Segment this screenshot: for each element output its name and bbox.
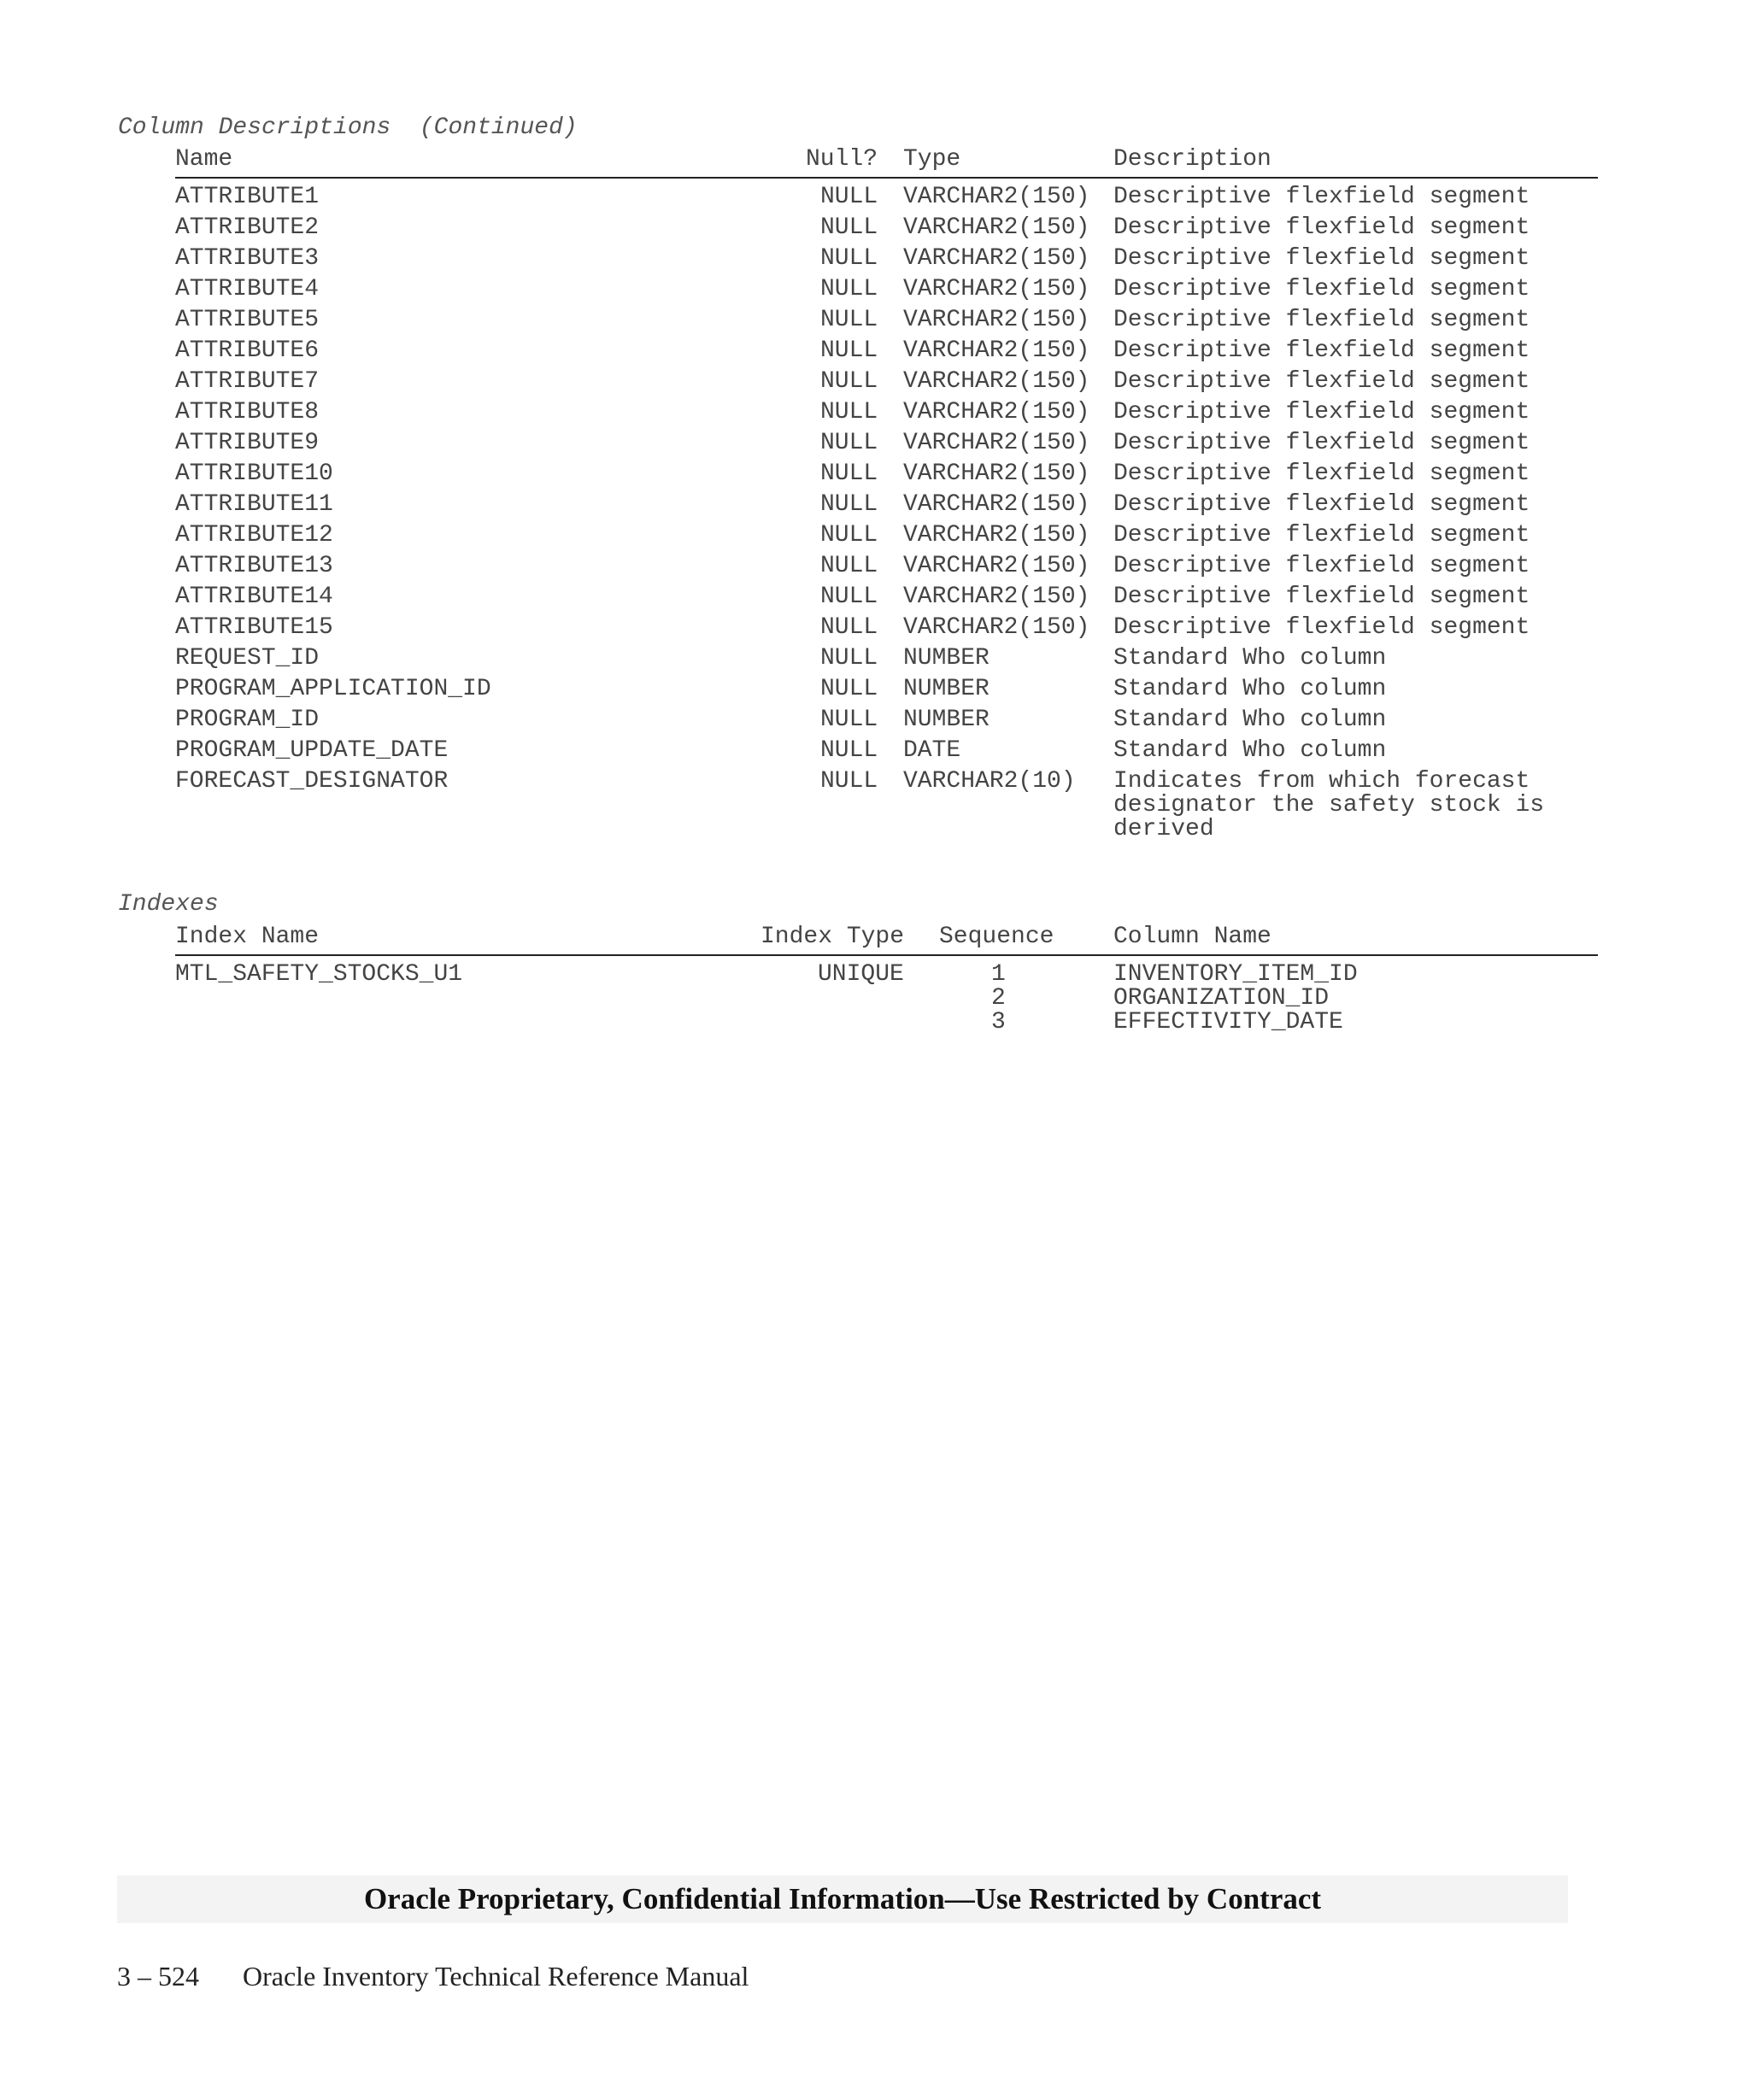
header-name: Name bbox=[175, 146, 233, 173]
footer-manual-title: Oracle Inventory Technical Reference Manual bbox=[243, 1961, 749, 1991]
type-cell: VARCHAR2(150) bbox=[903, 553, 1090, 579]
description-cell: Descriptive flexfield segment bbox=[1113, 276, 1530, 302]
type-cell: NUMBER bbox=[903, 676, 990, 702]
type-cell: VARCHAR2(150) bbox=[903, 184, 1090, 210]
table-row bbox=[0, 278, 1750, 308]
header-null: Null? bbox=[806, 146, 878, 173]
table-row bbox=[0, 339, 1750, 370]
column-name-cell: ATTRIBUTE1 bbox=[175, 184, 320, 210]
table-row bbox=[0, 524, 1750, 554]
columns-table-header bbox=[175, 146, 1598, 179]
description-cell: Descriptive flexfield segment bbox=[1113, 245, 1530, 272]
null-cell: NULL bbox=[820, 522, 878, 548]
column-name-cell: ATTRIBUTE15 bbox=[175, 614, 333, 641]
column-name-cell: ATTRIBUTE12 bbox=[175, 522, 333, 548]
indexes-title: Indexes bbox=[118, 891, 219, 918]
header-column-name: Column Name bbox=[1113, 924, 1271, 950]
index-type: UNIQUE bbox=[818, 961, 904, 988]
null-cell: NULL bbox=[820, 307, 878, 333]
description-cell: Descriptive flexfield segment bbox=[1113, 491, 1530, 518]
table-row bbox=[0, 708, 1750, 739]
column-name-cell: ATTRIBUTE6 bbox=[175, 337, 320, 364]
type-cell: VARCHAR2(150) bbox=[903, 460, 1090, 487]
type-cell: VARCHAR2(150) bbox=[903, 368, 1090, 395]
null-cell: NULL bbox=[820, 737, 878, 764]
table-row bbox=[0, 370, 1750, 401]
description-cell: Descriptive flexfield segment bbox=[1113, 553, 1530, 579]
description-cell: Descriptive flexfield segment bbox=[1113, 399, 1530, 425]
table-row bbox=[0, 493, 1750, 524]
column-name-cell: ATTRIBUTE14 bbox=[175, 584, 333, 610]
column-name-cell: ATTRIBUTE3 bbox=[175, 245, 320, 272]
table-row bbox=[0, 678, 1750, 708]
null-cell: NULL bbox=[820, 645, 878, 672]
index-column-name: EFFECTIVITY_DATE bbox=[1113, 1009, 1343, 1035]
table-row bbox=[0, 462, 1750, 493]
description-cell: Descriptive flexfield segment bbox=[1113, 584, 1530, 610]
null-cell: NULL bbox=[820, 676, 878, 702]
description-cell: Descriptive flexfield segment bbox=[1113, 184, 1530, 210]
columns-table-body bbox=[0, 185, 1750, 848]
null-cell: NULL bbox=[820, 184, 878, 210]
null-cell: NULL bbox=[820, 214, 878, 241]
column-name-cell: ATTRIBUTE10 bbox=[175, 460, 333, 487]
null-cell: NULL bbox=[820, 245, 878, 272]
null-cell: NULL bbox=[820, 337, 878, 364]
table-row bbox=[0, 431, 1750, 462]
type-cell: VARCHAR2(150) bbox=[903, 307, 1090, 333]
type-cell: VARCHAR2(150) bbox=[903, 430, 1090, 456]
header-sequence: Sequence bbox=[939, 924, 1054, 950]
table-row bbox=[0, 247, 1750, 278]
index-sequence: 1 bbox=[991, 961, 1006, 988]
header-description: Description bbox=[1113, 146, 1271, 173]
column-name-cell: ATTRIBUTE5 bbox=[175, 307, 320, 333]
index-sequence: 3 bbox=[991, 1009, 1006, 1035]
column-name-cell: ATTRIBUTE2 bbox=[175, 214, 320, 241]
table-row bbox=[0, 216, 1750, 247]
description-cell: Descriptive flexfield segment bbox=[1113, 614, 1530, 641]
type-cell: VARCHAR2(150) bbox=[903, 614, 1090, 641]
index-name: MTL_SAFETY_STOCKS_U1 bbox=[175, 961, 463, 988]
type-cell: VARCHAR2(150) bbox=[903, 245, 1090, 272]
description-cell: Descriptive flexfield segment bbox=[1113, 337, 1530, 364]
confidentiality-banner: Oracle Proprietary, Confidential Information––Use Restricted by Contract bbox=[117, 1875, 1568, 1923]
table-row bbox=[0, 770, 1750, 848]
column-name-cell: ATTRIBUTE13 bbox=[175, 553, 333, 579]
header-type: Type bbox=[903, 146, 961, 173]
type-cell: VARCHAR2(150) bbox=[903, 491, 1090, 518]
null-cell: NULL bbox=[820, 276, 878, 302]
indexes-table-header bbox=[175, 924, 1598, 956]
description-cell: Indicates from which forecast designator the safety stock is derived bbox=[1113, 768, 1545, 842]
description-cell: Standard Who column bbox=[1113, 707, 1387, 733]
null-cell: NULL bbox=[820, 768, 878, 795]
column-name-cell: ATTRIBUTE8 bbox=[175, 399, 320, 425]
table-row bbox=[0, 585, 1750, 616]
description-cell: Standard Who column bbox=[1113, 645, 1387, 672]
index-column-name: INVENTORY_ITEM_ID bbox=[1113, 961, 1358, 988]
column-name-cell: FORECAST_DESIGNATOR bbox=[175, 768, 449, 795]
null-cell: NULL bbox=[820, 460, 878, 487]
column-descriptions-title: Column Descriptions (Continued) bbox=[118, 114, 578, 141]
column-name-cell: ATTRIBUTE9 bbox=[175, 430, 320, 456]
column-name-cell: ATTRIBUTE4 bbox=[175, 276, 320, 302]
type-cell: VARCHAR2(150) bbox=[903, 276, 1090, 302]
column-name-cell: PROGRAM_UPDATE_DATE bbox=[175, 737, 449, 764]
null-cell: NULL bbox=[820, 584, 878, 610]
table-row bbox=[0, 401, 1750, 431]
header-index-name: Index Name bbox=[175, 924, 320, 950]
table-row bbox=[0, 616, 1750, 647]
column-name-cell: PROGRAM_ID bbox=[175, 707, 320, 733]
description-cell: Descriptive flexfield segment bbox=[1113, 214, 1530, 241]
description-cell: Descriptive flexfield segment bbox=[1113, 522, 1530, 548]
type-cell: VARCHAR2(150) bbox=[903, 399, 1090, 425]
table-row bbox=[0, 185, 1750, 216]
column-name-cell: PROGRAM_APPLICATION_ID bbox=[175, 676, 491, 702]
type-cell: VARCHAR2(150) bbox=[903, 337, 1090, 364]
null-cell: NULL bbox=[820, 399, 878, 425]
null-cell: NULL bbox=[820, 430, 878, 456]
table-row bbox=[0, 647, 1750, 678]
description-cell: Descriptive flexfield segment bbox=[1113, 307, 1530, 333]
type-cell: VARCHAR2(150) bbox=[903, 584, 1090, 610]
null-cell: NULL bbox=[820, 491, 878, 518]
null-cell: NULL bbox=[820, 368, 878, 395]
description-cell: Descriptive flexfield segment bbox=[1113, 368, 1530, 395]
index-column-name: ORGANIZATION_ID bbox=[1113, 985, 1330, 1012]
header-index-type: Index Type bbox=[760, 924, 905, 950]
type-cell: NUMBER bbox=[903, 645, 990, 672]
column-name-cell: ATTRIBUTE7 bbox=[175, 368, 320, 395]
description-cell: Descriptive flexfield segment bbox=[1113, 430, 1530, 456]
type-cell: VARCHAR2(10) bbox=[903, 768, 1076, 795]
footer-page-number: 3 – 524 bbox=[117, 1961, 199, 1991]
null-cell: NULL bbox=[820, 707, 878, 733]
null-cell: NULL bbox=[820, 614, 878, 641]
description-cell: Standard Who column bbox=[1113, 737, 1387, 764]
column-name-cell: ATTRIBUTE11 bbox=[175, 491, 333, 518]
table-row bbox=[0, 554, 1750, 585]
table-row bbox=[0, 308, 1750, 339]
column-name-cell: REQUEST_ID bbox=[175, 645, 320, 672]
index-sequence: 2 bbox=[991, 985, 1006, 1012]
description-cell: Standard Who column bbox=[1113, 676, 1387, 702]
description-cell: Descriptive flexfield segment bbox=[1113, 460, 1530, 487]
type-cell: VARCHAR2(150) bbox=[903, 214, 1090, 241]
type-cell: NUMBER bbox=[903, 707, 990, 733]
null-cell: NULL bbox=[820, 553, 878, 579]
type-cell: DATE bbox=[903, 737, 961, 764]
type-cell: VARCHAR2(150) bbox=[903, 522, 1090, 548]
table-row bbox=[0, 739, 1750, 770]
